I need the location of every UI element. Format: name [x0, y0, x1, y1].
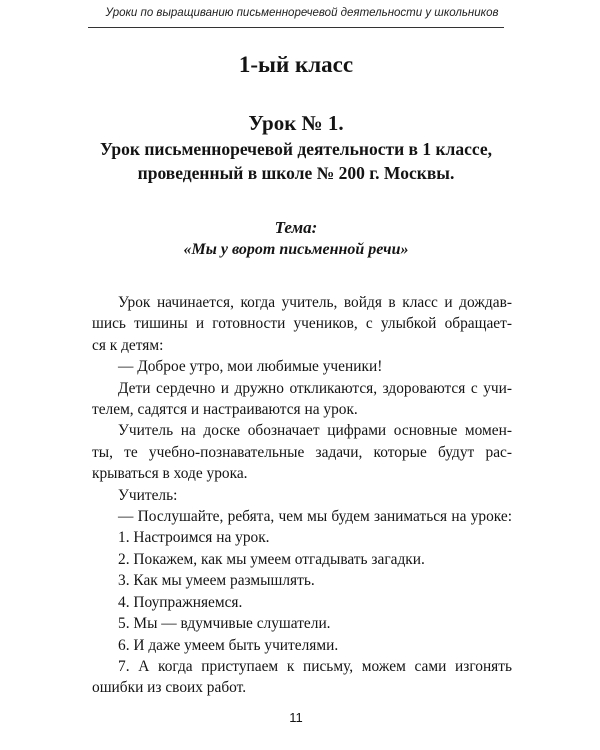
theme-label: Тема: — [274, 218, 318, 237]
body-line: ошибки из своих работ. — [92, 679, 247, 697]
lesson-number: Урок № 1. — [248, 111, 344, 135]
body-line: ты, те учебно-познавательные задачи, которые будут рас- — [92, 443, 512, 461]
running-head: Уроки по выращиванию письменноречевой деятельности у школьников — [105, 7, 499, 19]
list-item: 7. А когда приступаем к письму, можем сами изгонять — [118, 657, 512, 675]
body-line: — Послушайте, ребята, чем мы будем заниматься на уроке: — [118, 508, 512, 526]
list-item: 4. Поупражняемся. — [118, 593, 243, 611]
list-item: 5. Мы — вдумчивые слушатели. — [118, 615, 331, 633]
body-line: крываться в ходе урока. — [92, 465, 248, 483]
chapter-title: 1-ый класс — [238, 52, 354, 77]
page-number: 11 — [289, 710, 303, 725]
lesson-title-line: проведенный в школе № 200 г. Москвы. — [137, 163, 455, 183]
lesson-title-line: Урок письменноречевой деятельности в 1 классе, — [99, 139, 493, 159]
lesson-body — [92, 292, 512, 699]
body-line: Урок начинается, когда учитель, войдя в класс и дождав- — [118, 294, 512, 311]
list-item: 6. И даже умеем быть учителями. — [118, 636, 339, 654]
body-line: Учитель: — [118, 486, 178, 504]
body-line: телем, садятся и настраиваются на урок. — [92, 401, 358, 419]
list-item: 2. Покажем, как мы умеем отгадывать загадки. — [118, 550, 425, 568]
body-line: Учитель на доске обозначает цифрами основные момен- — [118, 422, 512, 440]
header-rule — [88, 27, 504, 28]
body-line: шись тишины и готовности учеников, с улыбкой обращает- — [92, 315, 512, 333]
lesson-title — [88, 137, 504, 185]
list-item: 3. Как мы умеем размышлять. — [118, 572, 315, 590]
body-line: — Доброе утро, мои любимые ученики! — [118, 358, 383, 376]
list-item: 1. Настроимся на урок. — [118, 529, 270, 547]
body-line: ся к детям: — [92, 336, 164, 354]
body-line: Дети сердечно и дружно откликаются, здороваются с учи- — [118, 379, 512, 397]
theme-text: «Мы у ворот письменной речи» — [183, 241, 409, 258]
